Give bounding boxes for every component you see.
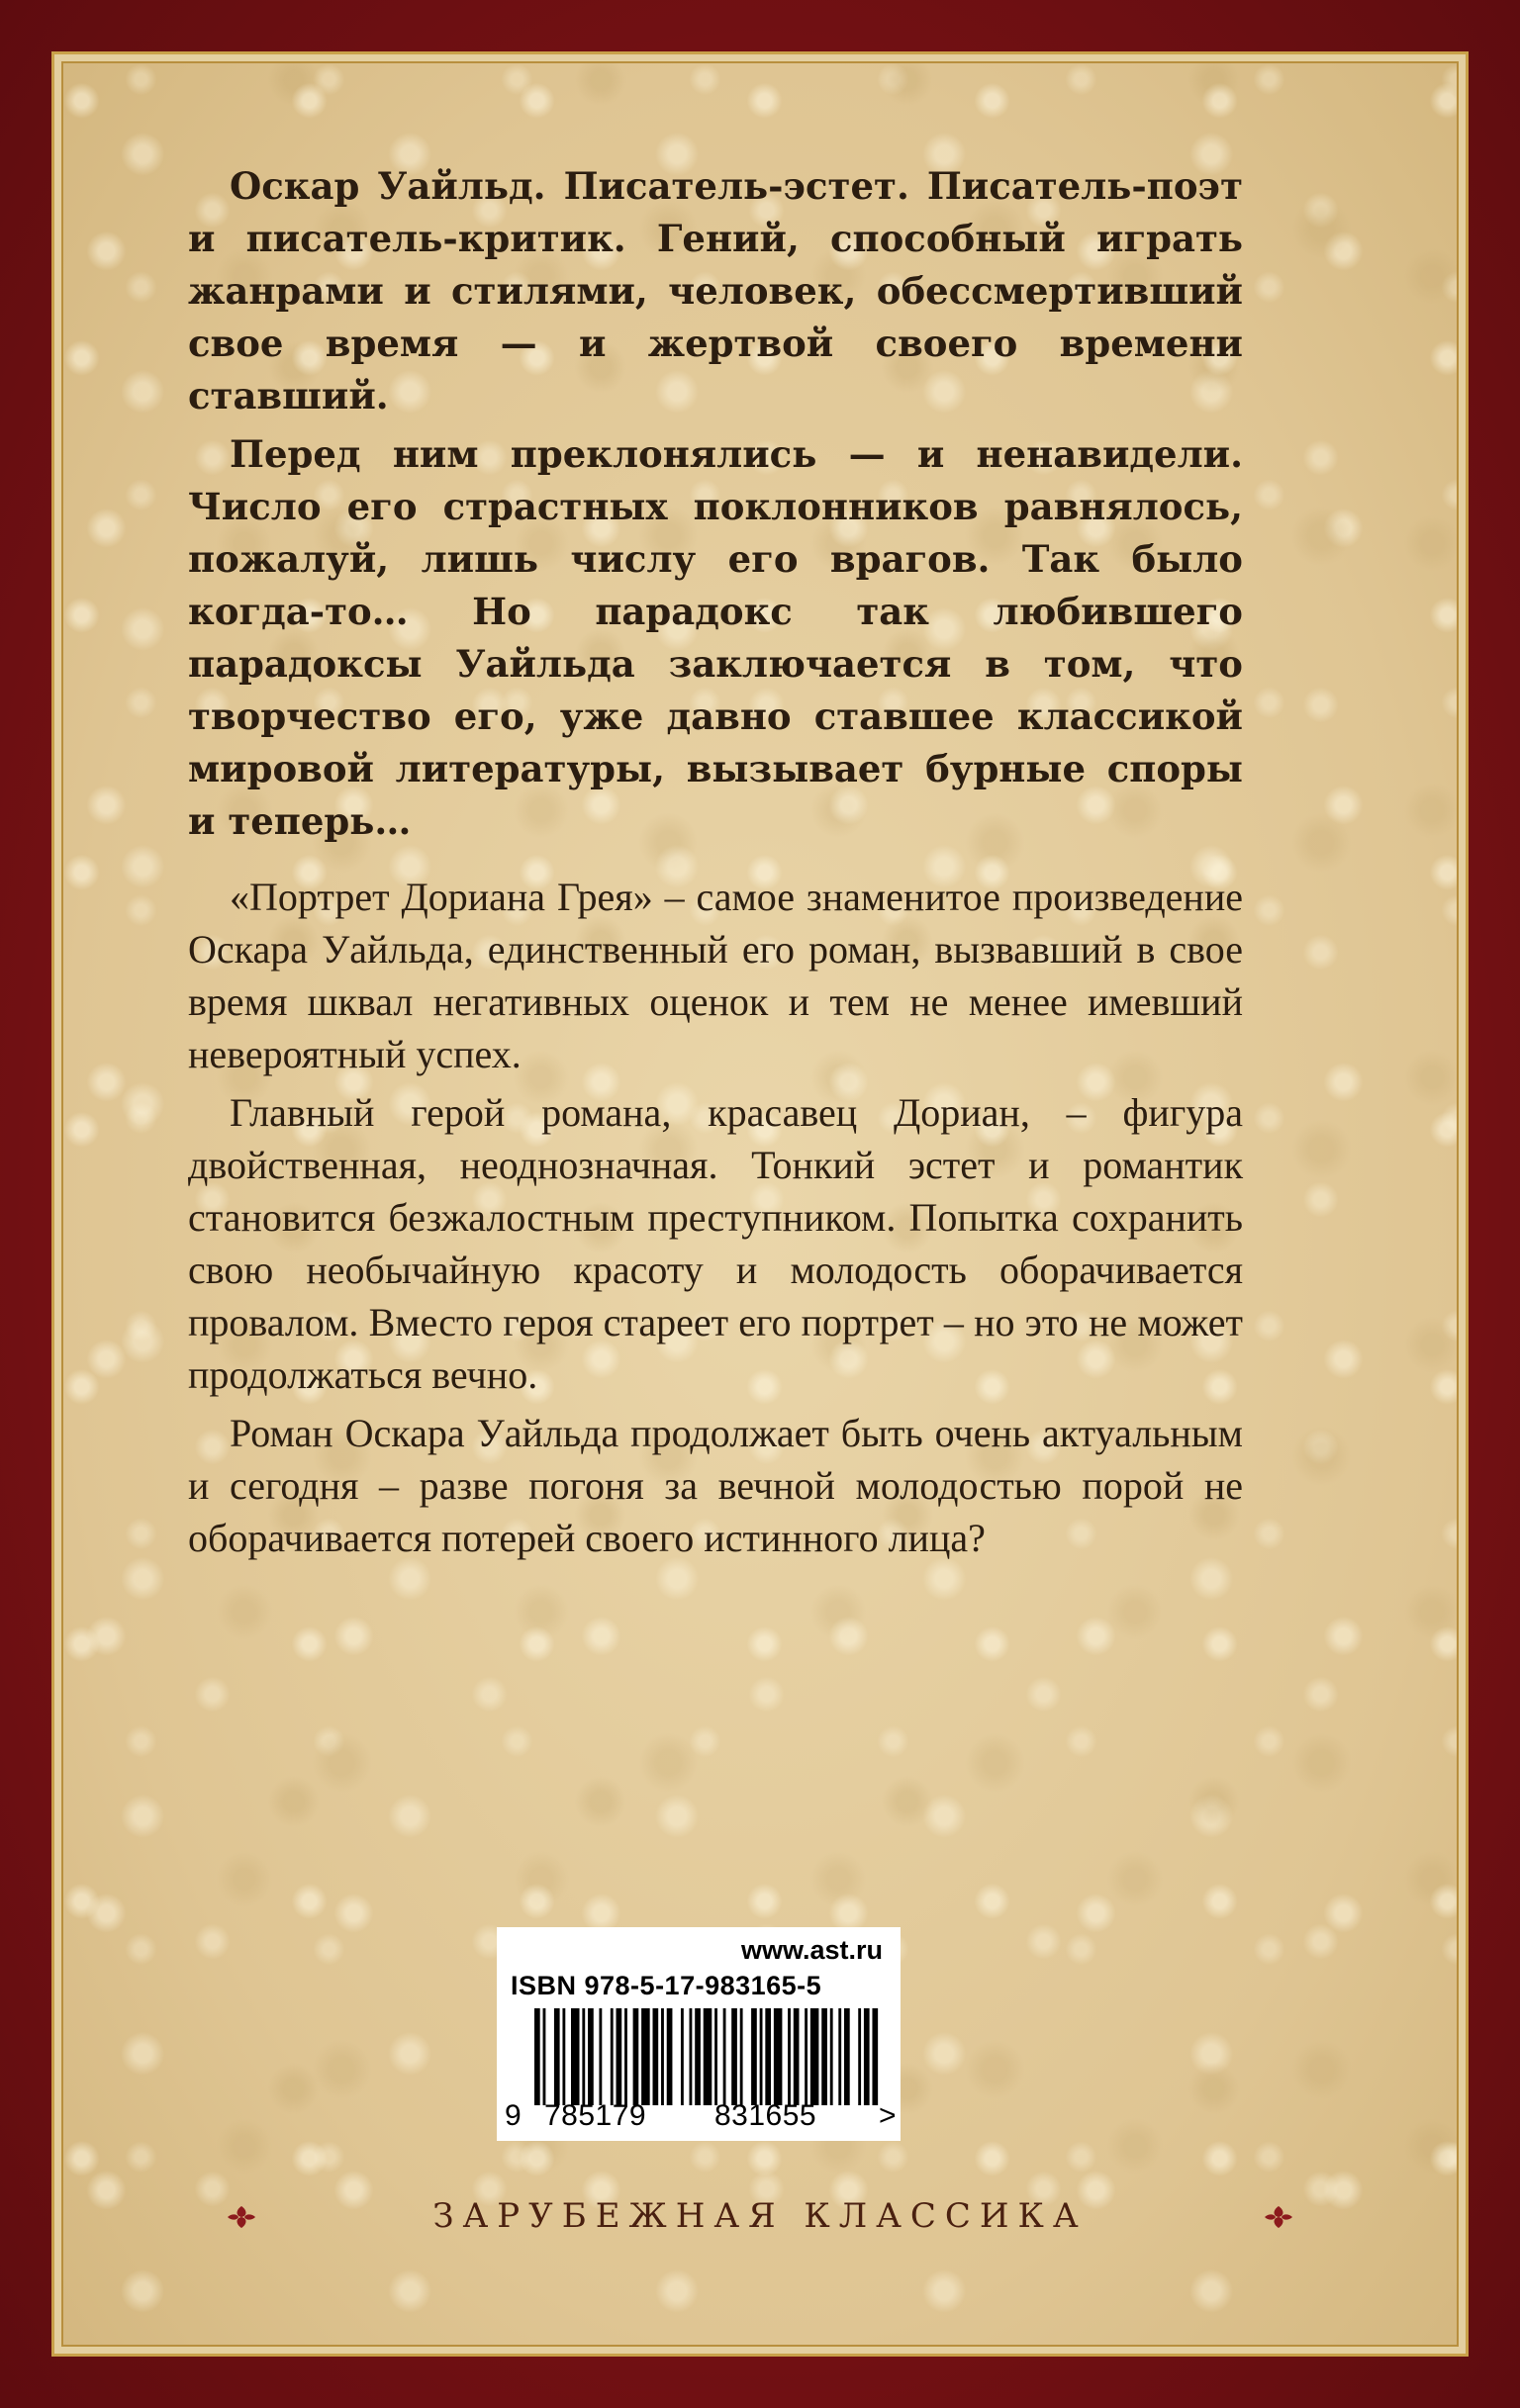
barcode-bar <box>633 2008 639 2105</box>
barcode-bar <box>760 2008 763 2105</box>
barcode-bar <box>588 2008 594 2105</box>
barcode-bar <box>838 2008 841 2105</box>
barcode-digit-first: 9 <box>505 2099 522 2132</box>
barcode-bars <box>534 2008 881 2105</box>
barcode-bar <box>611 2008 614 2105</box>
barcode-bar <box>788 2008 791 2105</box>
barcode-bar <box>805 2008 808 2105</box>
barcode-bar <box>723 2008 726 2105</box>
barcode-bar <box>751 2008 757 2105</box>
publisher-website: www.ast.ru <box>740 1935 883 1965</box>
series-title: ЗАРУБЕЖНАЯ КЛАССИКА <box>432 2196 1088 2236</box>
barcode-bar <box>740 2008 743 2105</box>
barcode-bar <box>714 2008 717 2105</box>
barcode-bar <box>617 2008 622 2105</box>
barcode-bar <box>624 2008 627 2105</box>
barcode-bar <box>858 2008 861 2105</box>
barcode-bar <box>554 2008 560 2105</box>
intro-text <box>188 160 1243 854</box>
barcode-bar <box>794 2008 800 2105</box>
barcode-digit-group-2: 831655 <box>714 2099 817 2132</box>
barcode-bar <box>534 2008 540 2105</box>
barcode-bar <box>562 2008 565 2105</box>
intro-paragraph-1: Оскар Уайльд. Писатель-эстет. Писатель-поэт и писатель-критик. Гений, способный играть жанрами и стилями, человек, обессмертивший свое время — и жертвой своего времени ставший. <box>188 164 1243 417</box>
description-paragraph-3: Роман Оскара Уайльда продолжает быть очень актуальным и сегодня – разве погоня за вечной молодостью порой не оборачивается потерей своего истинного лица? <box>188 1411 1243 1560</box>
barcode-bar <box>571 2008 580 2105</box>
barcode-bar <box>661 2008 664 2105</box>
barcode-bar <box>774 2008 783 2105</box>
barcode-bar <box>704 2008 712 2105</box>
description-paragraph-1: «Портрет Дориана Грея» – самое знаменитое произведение Оскара Уайльда, единственный его роман, вызвавший в свое время шквал негативных оценок и тем не менее имевший невероятный успех. <box>188 875 1243 1076</box>
barcode-bar <box>681 2008 684 2105</box>
barcode-bar <box>821 2008 827 2105</box>
barcode-digit-group-1: 785179 <box>544 2099 647 2132</box>
barcode-bar <box>543 2008 546 2105</box>
fleuron-icon <box>1261 2202 1296 2232</box>
series-banner <box>218 2196 1302 2252</box>
barcode-bar <box>582 2008 585 2105</box>
barcode-bar <box>864 2008 870 2105</box>
barcode-bar <box>641 2008 650 2105</box>
barcode-bar <box>844 2008 850 2105</box>
description-paragraph-2: Главный герой романа, красавец Дориан, – фигура двойственная, неоднозначная. Тонкий эстет и романтик становится безжалостным преступником. Попытка сохранить свою необычайную красоту и молодость оборачивается провалом. Вместо героя стареет его портрет – но это не может продолжаться вечно. <box>188 1090 1243 1397</box>
isbn-number: ISBN 978-5-17-983165-5 <box>511 1971 822 2000</box>
description-text <box>188 871 1243 1570</box>
barcode-bar <box>765 2008 771 2105</box>
intro-paragraph-2: Перед ним преклонялись — и ненавидели. Число его страстных поклонников равнялось, пожалуй, лишь числу его врагов. Так было когда-то… Но парадокс так любившего парадоксы Уайльда заключается в том, что творчество его, уже давно ставшее классикой мировой литературы, вызывает бурные споры и теперь… <box>188 432 1243 843</box>
barcode-bar <box>667 2008 673 2105</box>
barcode-bar <box>695 2008 701 2105</box>
barcode-bar <box>872 2008 878 2105</box>
barcode-bar <box>731 2008 737 2105</box>
barcode-bar <box>810 2008 819 2105</box>
barcode-label <box>497 1927 901 2141</box>
barcode-bar <box>830 2008 833 2105</box>
barcode-bar <box>653 2008 659 2105</box>
barcode-bar <box>599 2008 602 2105</box>
barcode-bar <box>690 2008 693 2105</box>
barcode-digit-arrow: > <box>879 2099 898 2132</box>
